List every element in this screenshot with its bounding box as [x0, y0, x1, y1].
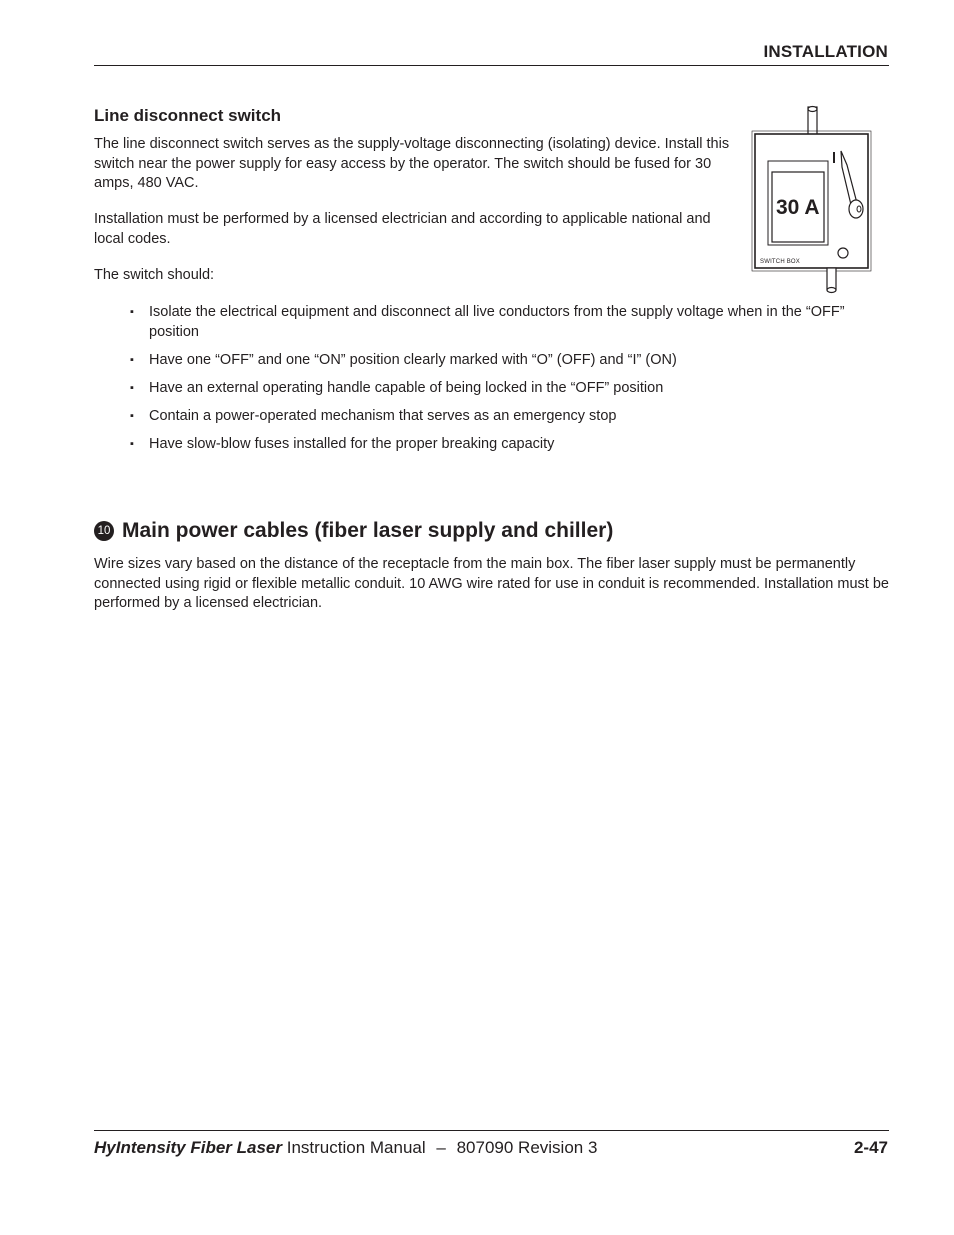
list-item — [94, 407, 889, 427]
bullet-icon: ▪ — [130, 437, 134, 450]
list-item-text: Have an external operating handle capable of being locked in the “OFF” position — [149, 379, 664, 396]
list-item — [94, 303, 889, 342]
line-disconnect-para-2: Installation must be performed by a licensed electrician and according to applicable national and local codes. — [94, 211, 711, 247]
document-number: 807090 Revision 3 — [456, 1138, 598, 1157]
list-item-text: Contain a power-operated mechanism that serves as an emergency stop — [149, 407, 617, 424]
list-item-text: Have one “OFF” and one “ON” position clearly marked with “O” (OFF) and “I” (ON) — [149, 351, 677, 368]
line-disconnect-heading: Line disconnect switch — [94, 106, 282, 125]
bullet-icon: ▪ — [130, 381, 134, 394]
line-disconnect-para-3: The switch should: — [94, 267, 215, 283]
list-item-text: Isolate the electrical equipment and disconnect all live conductors from the supply voltage when in the “OFF” position — [149, 304, 845, 340]
main-power-heading — [94, 519, 613, 543]
list-item-text: Have slow-blow fuses installed for the proper breaking capacity — [149, 435, 555, 452]
switch-box-illustration — [748, 105, 878, 295]
footer-dash: – — [436, 1138, 446, 1157]
step-number-badge: 10 — [94, 521, 114, 541]
list-item — [94, 435, 889, 455]
page-number: 2-47 — [853, 1138, 888, 1157]
figure-caption: SWITCH BOX — [760, 259, 801, 265]
footer-divider — [94, 1130, 889, 1131]
footer-document-info — [94, 1138, 597, 1158]
switch-requirements-list — [94, 303, 889, 463]
main-power-para: Wire sizes vary based on the distance of the receptacle from the main box. The fiber laser supply must be permanently connected using rigid or flexible metallic conduit. 10 AWG wire rated for use in conduit is recommended. Installation must be performed by a licensed electrician. — [94, 556, 889, 611]
section-title: INSTALLATION — [763, 42, 888, 61]
list-item — [94, 351, 889, 371]
line-disconnect-para-1: The line disconnect switch serves as the supply-voltage disconnecting (isolating) device. Install this switch near the power supply for easy access by the operator. The switch should be fused for 30 amps, 480 VAC. — [94, 136, 730, 191]
header-divider — [94, 65, 889, 66]
main-power-heading-text: Main power cables (fiber laser supply and chiller) — [122, 519, 614, 542]
fuse-rating-label: 30 A — [776, 196, 820, 219]
list-item — [94, 379, 889, 399]
bullet-icon: ▪ — [130, 306, 134, 318]
product-name: HyIntensity Fiber Laser — [94, 1138, 283, 1157]
manual-title: Instruction Manual — [286, 1138, 426, 1157]
bullet-icon: ▪ — [130, 353, 134, 366]
bullet-icon: ▪ — [130, 409, 134, 422]
